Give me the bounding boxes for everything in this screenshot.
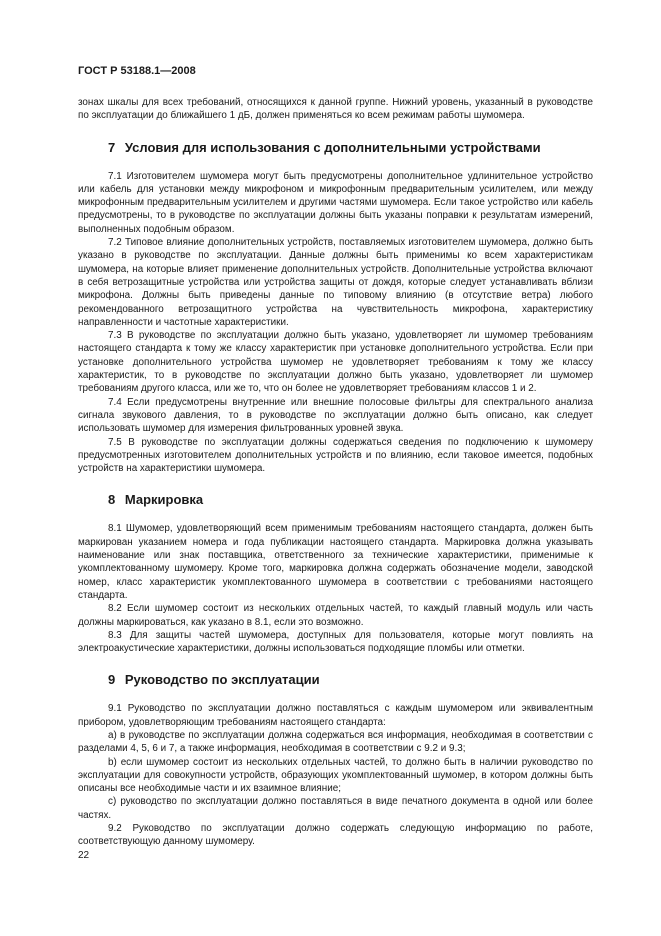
section-8-title: Маркировка (124, 492, 204, 508)
paragraph-9-2: 9.2 Руководство по эксплуатации должно содержать следующую информацию по работе, соответствующую данному шумомеру. (78, 823, 593, 848)
section-9-number: 9 (108, 672, 116, 688)
paragraph-8-1: 8.1 Шумомер, удовлетворяющий всем применимым требованиям настоящего стандарта, должен быть маркирован указанием номера и года публикации настоящего стандарта. Маркировка должна указывать наименование или знак поставщика, ответственного за технические характеристики, применимые к укомплектованному шумомеру. Кроме того, маркировка должна содержать обозначение модели, заводской номер, класс характеристик укомплектованного шумомера в соответствии с требованиями настоящего стандарта. (78, 523, 593, 601)
paragraph-7-5: 7.5 В руководстве по эксплуатации должны содержаться сведения по подключению к шумомеру предусмотренных изготовителем дополнительных устройств и по влиянию, если таковое имеется, подобных устройств на характеристики шумомера. (78, 436, 593, 475)
section-9-title: Руководство по эксплуатации (124, 672, 320, 688)
paragraph-8-2: 8.2 Если шумомер состоит из нескольких отдельных частей, то каждый главный модуль или часть должны маркироваться, как указано в 8.1, если это возможно. (78, 603, 593, 628)
intro-paragraph: зонах шкалы для всех требований, относящихся к данной группе. Нижний уровень, указанный в руководстве по эксплуатации до ближайшего 1 дБ, должен применяться ко всем режимам работы шумомера. (78, 97, 593, 122)
paragraph-7-4: 7.4 Если предусмотрены внутренние или внешние полосовые фильтры для спектрального анализа сигнала звукового давления, то в руководстве по эксплуатации должно быть описано, как следует использовать шумомер для измерения фильтрованных уровней звука. (78, 396, 593, 435)
list-item-9-1-c: c) руководство по эксплуатации должно поставляться в виде печатного документа в одной или более частях. (78, 796, 593, 821)
page-number: 22 (78, 850, 90, 861)
section-7-number: 7 (108, 139, 116, 155)
section-7-title: Условия для использования с дополнительными устройствами (124, 139, 541, 155)
section-9-heading (78, 672, 593, 687)
list-item-9-1-b: b) если шумомер состоит из нескольких отдельных частей, то должно быть в наличии руководство по эксплуатации для совокупности устройств, образующих укомплектованный шумомер, в котором должны быть описаны все необходимые части и их взаимное влияние; (78, 756, 593, 795)
section-8-heading (78, 492, 593, 507)
paragraph-8-3: 8.3 Для защиты частей шумомера, доступных для пользователя, которые могут повлиять на электроакустические характеристики, должны использоваться подходящие пломбы или отметки. (78, 629, 593, 655)
document-header: ГОСТ Р 53188.1—2008 (78, 65, 196, 77)
section-8-number: 8 (108, 492, 116, 508)
section-7-heading (78, 140, 593, 155)
list-item-9-1-a: a) в руководстве по эксплуатации должна содержаться вся информация, необходимая в соответствии с разделами 4, 5, 6 и 7, а также информация, необходимая в соответствии с 9.2 и 9.3; (78, 729, 593, 755)
paragraph-7-3: 7.3 В руководстве по эксплуатации должно быть указано, удовлетворяет ли шумомер требованиям настоящего стандарта к тому же классу характеристик при установке дополнительного устройства. Если при установке дополнительного устройства шумомер не удовлетворяет требованиям к тому же классу характеристик, то в руководстве по эксплуатации должно быть указано, удовлетворяет ли шумомер требованиям другого класса, или же то, что он более не удовлетворяет требованиям классов 1 и 2. (78, 330, 593, 395)
page-content (78, 96, 593, 849)
paragraph-9-1: 9.1 Руководство по эксплуатации должно поставляться с каждым шумомером или эквивалентным прибором, удовлетворяющим требованиям настоящего стандарта: (78, 703, 593, 728)
paragraph-7-2: 7.2 Типовое влияние дополнительных устройств, поставляемых изготовителем шумомера, должно быть указано в руководстве по эксплуатации. Данные должны быть применимы ко всем характеристикам шумомера, на которые влияет применение дополнительных устройств. Дополнительные устройства включают в себя ветрозащитные устройства или устройства защиты от дождя, которые следует устанавливать вблизи микрофона. Должны быть приведены данные по типовому влиянию (в отсутствие ветра) любого рекомендованного ветрозащитного устройства на чувствительность микрофона, характеристику направленности и частотные характеристики. (78, 237, 593, 328)
paragraph-7-1: 7.1 Изготовителем шумомера могут быть предусмотрены дополнительное удлинительное устройство или кабель для установки между микрофоном и микрофонным предварительным усилителем, или между микрофонным предварительным усилителем и другими частями шумомера. Если такое устройство или кабель предусмотрены, то в руководстве по эксплуатации должны быть указаны поправки к результатам измерений, выполненных подобным образом. (78, 170, 593, 235)
